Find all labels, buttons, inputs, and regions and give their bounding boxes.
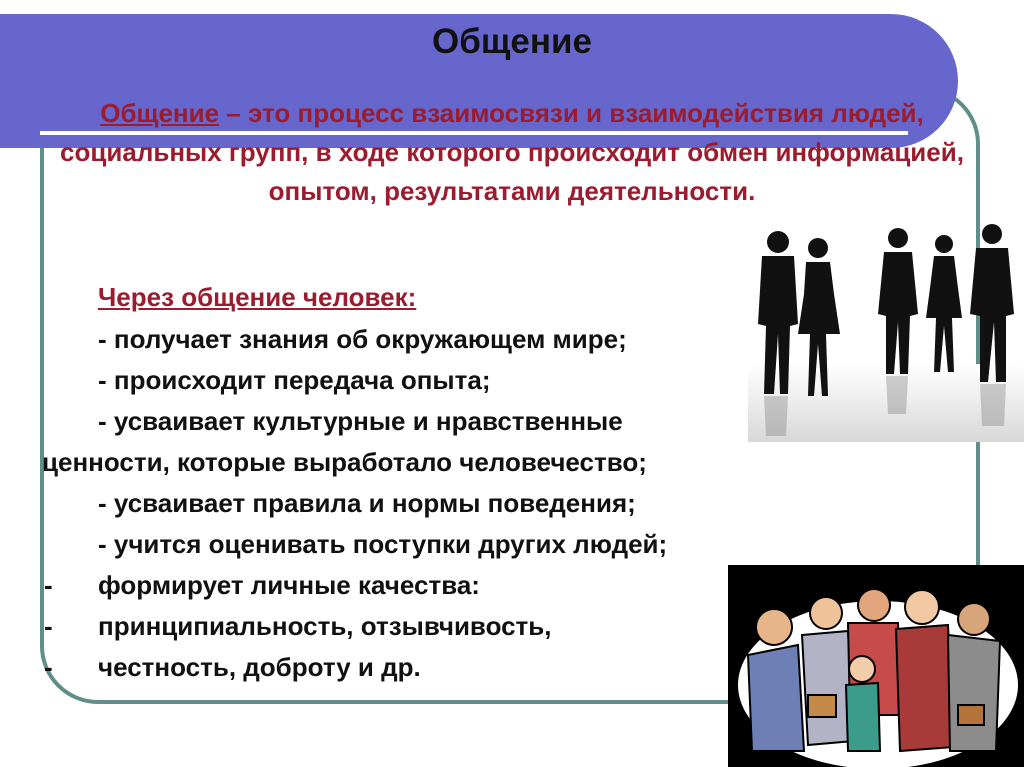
people-silhouettes-image [748,214,1024,442]
list-item: - усваивает культурные и нравственные [98,406,623,436]
definition-text [60,94,964,211]
list-heading: Через общение человек: [98,282,417,312]
bullet-dash: - [44,652,53,682]
slide-title: Общение [432,22,592,61]
bullet-dash: - [44,570,53,600]
list-item: - происходит передача опыта; [98,365,491,395]
crowd-clipart-image [728,565,1024,767]
list-item: честность, доброту и др. [98,652,421,682]
list-item: ценности, которые выработало человечество; [42,447,647,477]
definition-body: – это процесс взаимосвязи и взаимодействия людей, социальных групп, в ходе которого происходит обмен информацией, опытом, результатами деятельности. [60,98,964,206]
list-item: - учится оценивать поступки других людей; [98,529,668,559]
list-item: принципиальность, отзывчивость, [98,611,552,641]
list-item: формирует личные качества: [98,570,480,600]
bullet-dash: - [44,611,53,641]
list-item: - получает знания об окружающем мире; [98,324,627,354]
definition-term: Общение [100,98,220,128]
list-item: - усваивает правила и нормы поведения; [98,488,636,518]
